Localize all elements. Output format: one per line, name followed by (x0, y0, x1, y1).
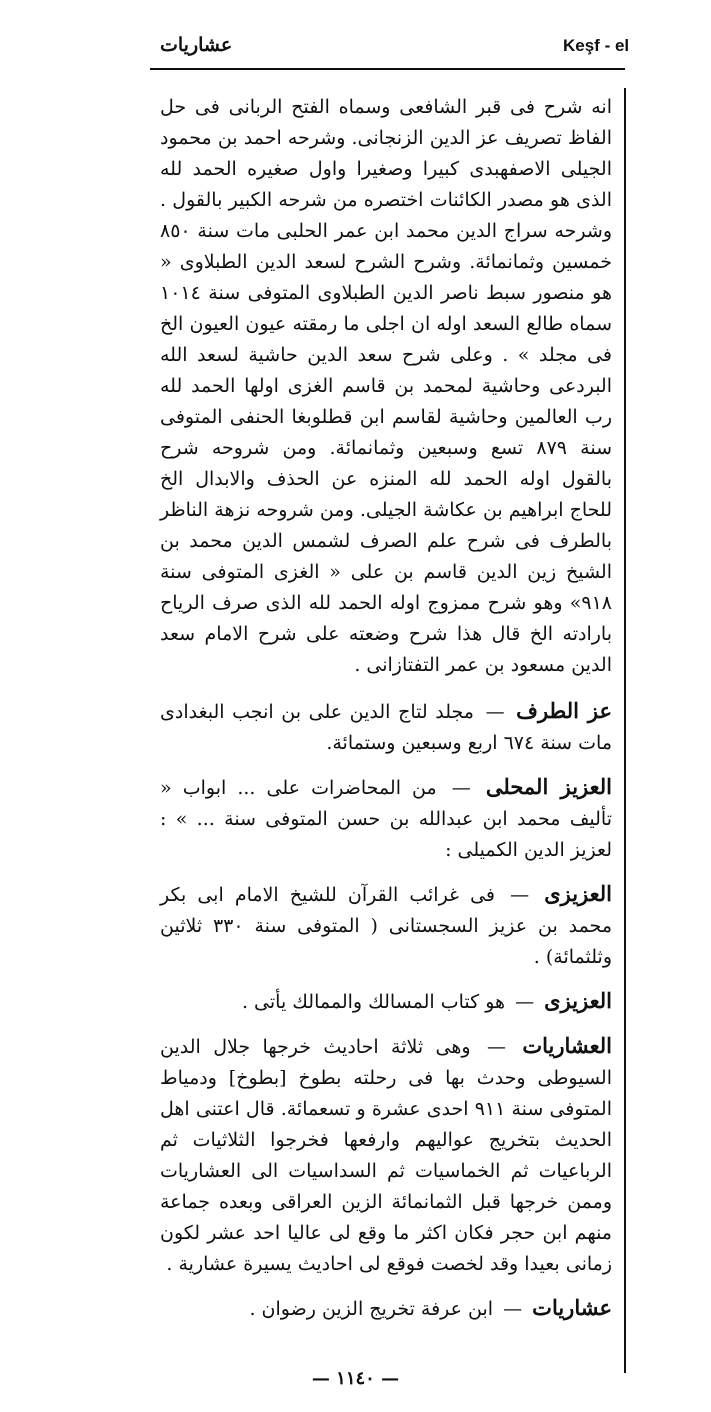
continuation-paragraph: انه شرح فى قبر الشافعى وسماه الفتح الربانى فى حل الفاظ تصريف عز الدين الزنجانى. وشرحه احمد بن محمود الجيلى الاصفهبدى كبيرا وصغيرا واول صغيره الحمد لله الذى هو مصدر الكائنات اختصره من شرحه الكبير بالقول . وشرحه سراج الدين محمد ابن عمر الحلبى مات سنة ٨٥٠ خمسين وثمانمائة. وشرح الشرح لسعد الدين الطبلاوى « هو منصور سبط ناصر الدين الطبلاوى المتوفى سنة ١٠١٤ سماه طالع السعد اوله ان اجلى ما رمقته عيون العيون الخ فى مجلد » . وعلى شرح سعد الدين حاشية لسعد الله البردعى وحاشية لمحمد بن قاسم الغزى اولها الحمد لله رب العالمين وحاشية لقاسم ابن قطلوبغا الحنفى المتوفى سنة ٨٧٩ تسع وسبعين وثمانمائة. ومن شروحه شرح بالقول اوله الحمد لله المنزه عن الحذف والابدال الخ للحاج ابراهيم بن عكاشة الجيلى. ومن شروحه نزهة الناظر بالطرف فى شرح علم الصرف لشمس الدين محمد بن الشيخ زين الدين قاسم بن على « الغزى المتوفى سنة ٩١٨» وهو شرح ممزوج اوله الحمد لله الذى صرف الرياح بارادته الخ قال هذا شرح وضعته على شرح الامام سعد الدين مسعود بن عمر التفتازانى . (160, 96, 612, 676)
entry-headword: العزيزى (544, 881, 613, 906)
entry-dash: — (485, 701, 505, 723)
entry-text: وهى ثلاثة احاديث خرجها جلال الدين السيوطى وحدث بها فى رحلته بطوخ [بطوخ] ودمياط المتوفى سنة ٩١١ احدى عشرة و تسعمائة. قال اعتنى اهل الحديث بتخريج عواليهم وارفعها فخرجوا الثلاثيات ثم الرباعيات ثم الخماسيات ثم السداسيات الى العشاريات وممن خرجها قبل الثمانمائة الزين العراقى وبعده جماعة منهم ابن حجر فكان اكثر ما وقع لى عاليا احد عشر لكون زمانى بعيدا وقد لخصت فوقع لى احاديث يسيرة عشارية . (160, 1036, 612, 1275)
entry-al-azizi-1 (160, 878, 612, 973)
entry-text: من المحاضرات على ... ابواب « تأليف محمد ابن عبدالله بن حسن المتوفى سنة ... » : لعزيز الدين الكميلى : (160, 777, 612, 861)
entry-al-aziz-al-mahalli (160, 771, 612, 866)
header-rule (150, 68, 625, 70)
entry-headword: العشاريات (522, 1033, 613, 1058)
entry-dash: — (451, 777, 471, 799)
running-title-arabic: عشاريات (160, 34, 233, 56)
entry-izz-al-tarf (160, 695, 612, 759)
entry-usharriyat (160, 1292, 612, 1325)
entry-dash: — (486, 1036, 506, 1058)
entry-headword: عز الطرف (516, 698, 612, 723)
entry-al-usharriyat (160, 1030, 612, 1280)
entry-dash: — (510, 884, 530, 906)
entry-text: فى غرائب القرآن للشيخ الامام ابى بكر محمد بن عزيز السجستانى ( المتوفى سنة ٣٣٠ ثلاثين وثلثمائة) . (160, 884, 612, 968)
entry-text: ابن عرفة تخريج الزين رضوان . (249, 1298, 494, 1320)
page-body (160, 92, 612, 1360)
entry-text: مجلد لتاج الدين على بن انجب البغدادى مات سنة ٦٧٤ اربع وسبعين وستمائة. (160, 701, 612, 754)
entry-text: هو كتاب المسالك والممالك يأتى . (241, 991, 506, 1013)
margin-rule (624, 88, 626, 1373)
running-title-latin: Keşf - el (563, 36, 630, 55)
page-number: — ١١٤٠ — (311, 1368, 400, 1389)
entry-dash: — (515, 991, 535, 1013)
entry-al-azizi-2 (160, 985, 612, 1018)
entry-dash: — (503, 1298, 523, 1320)
entry-headword: العزيز المحلى (485, 774, 613, 799)
entry-headword: عشاريات (532, 1295, 612, 1320)
entry-headword: العزيزى (544, 988, 612, 1013)
